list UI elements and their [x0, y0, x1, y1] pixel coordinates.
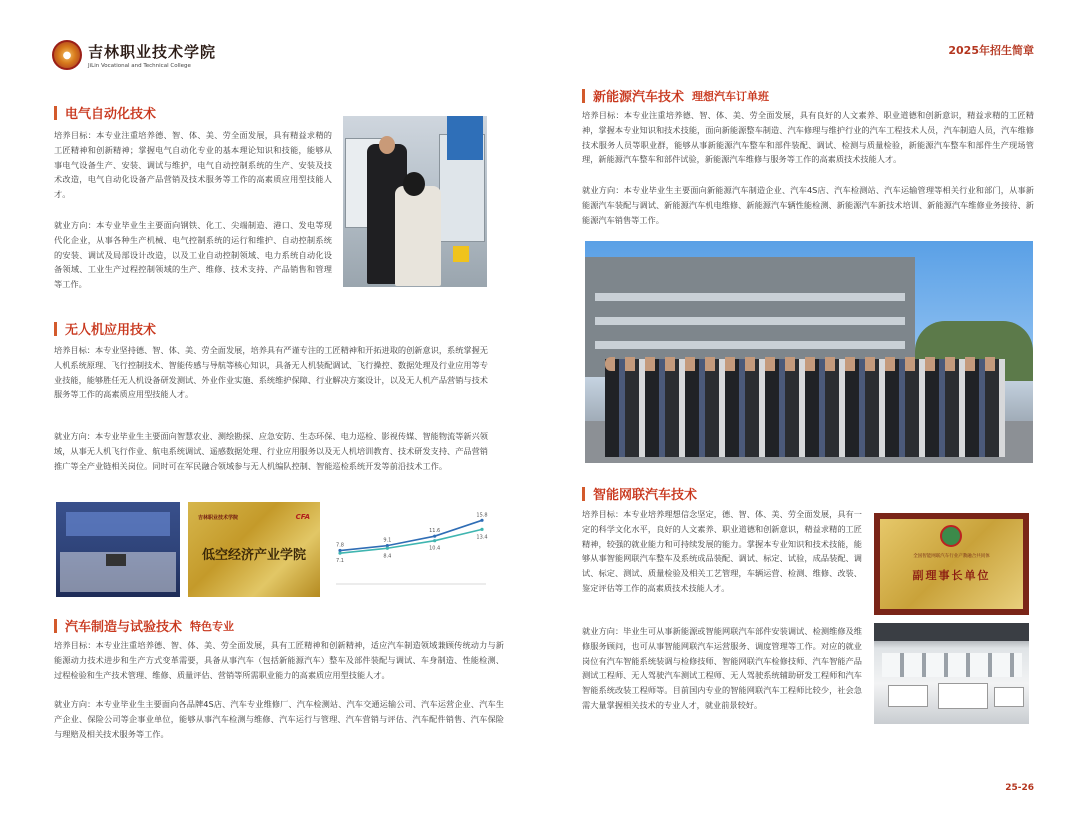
nev-career: 就业方向：本专业毕业生主要面向新能源汽车制造企业、汽车4S店、汽车检测站、汽车运输管理等相关行业和部门，从事新能源汽车装配与调试、新能源汽车机电维修、新能源汽车辆性能检测、新能源汽车新技术培训、新能源汽车维修业务接待、新能源汽车销售等工作。 [582, 185, 1034, 225]
plaque-school-name: 吉林职业技术学院 [198, 515, 239, 521]
drone-career: 就业方向：本专业毕业生主要面向智慧农业、测绘勘探、应急安防、生态环保、电力巡检、影视传媒、智能物流等新兴领域，从事无人机飞行作业、航电系统调试、遥感数据处理、行业应用服务以及无人机培训教育、技术研发支持、产品营销推广等全产业链相关岗位。同时可在军民融合领域参与无人机编队控制、智能巡检系统开发等前沿技术工作。 [54, 431, 488, 471]
chart-data-label: 10.4 [429, 545, 441, 552]
feature-tag: 特色专业 [190, 619, 235, 633]
chart-point [480, 519, 483, 522]
section-heading: 电气自动化技术 [65, 107, 157, 122]
title-accent-bar [54, 106, 57, 120]
chart-point [480, 528, 483, 531]
title-accent-bar [582, 89, 585, 103]
title-accent-bar [582, 487, 585, 501]
chart-data-label: 7.8 [336, 542, 344, 549]
section-heading: 无人机应用技术 [65, 323, 157, 338]
electrical-lab-photo [343, 116, 487, 287]
growth-line-chart [328, 502, 492, 602]
section-heading: 新能源汽车技术 [593, 90, 685, 105]
school-emblem-icon: ● [52, 40, 82, 70]
chart-svg [328, 502, 492, 602]
chart-point [433, 539, 436, 542]
school-name-en: JiLin Vocational and Technical College [88, 63, 191, 69]
icv-lab-photo [874, 623, 1029, 724]
award-emblem-icon [940, 525, 962, 547]
drone-classroom-photo [56, 502, 180, 597]
section-title-electrical [54, 103, 156, 122]
auto-goal: 培养目标：本专业注重培养德、智、体、美、劳全面发展，具有工匠精神和创新精神，适应汽车制造领域兼顾传统动力与新能源动力技术进步和生产方式变革需要，具备从事汽车（包括新能源汽车）整车及部件装配与调试、车身制造、性能检测、过程检验和生产技术管理、维修、质量评估、营销等所需职业能力的高素质应用型技能人才。 [54, 640, 504, 680]
icv-goal: 培养目标：本专业培养理想信念坚定，德、智、体、美、劳全面发展，具有一定的科学文化水平，良好的人文素养、职业道德和创新意识，精益求精的工匠精神，较强的就业能力和可持续发展的能力。掌握本专业知识和技术技能，能够从事智能网联汽车整车及系统成品装配、调试、标定、试验，成品装配、调试、标定、测试、质量检验及相关工艺管理，车辆运营、检测、维修、改装、鉴定评估等工作的高素质技术技能人才。 [582, 509, 862, 593]
section-heading: 智能网联汽车技术 [593, 488, 698, 503]
section-title-drone [54, 319, 156, 338]
page-numbers: 25-26 [1005, 783, 1034, 793]
title-accent-bar [54, 619, 57, 633]
chart-data-label: 7.1 [336, 558, 344, 565]
school-logo [52, 40, 216, 70]
plaque-title: 低空经济产业学院 [201, 548, 306, 563]
low-altitude-economy-plaque [188, 502, 320, 597]
nev-goal: 培养目标：本专业注重培养德、智、体、美、劳全面发展，具有良好的人文素养、职业道德和创新意识，精益求精的工匠精神，掌握本专业知识和技术技能，面向新能源整车制造、汽车修理与维护行业的汽车工程技术人员，汽车制造人员，汽车维修技术服务人员等职业群，能够从事新能源汽车整车和部件装配、调试、检测与质量检验，新能源汽车整车和部件生产现场管理，新能源汽车整车和部件试验，新能源汽车维修与服务等工作的高素质技术技能人才。 [582, 110, 1034, 165]
title-accent-bar [54, 322, 57, 336]
chart-data-label: 15.8 [476, 512, 488, 519]
icv-career: 就业方向：毕业生可从事新能源或智能网联汽车部件安装调试、检测维修及维修服务顾问，也可从事智能网联汽车运营服务、调度管理等工作。对应的就业岗位有汽车智能系统装调与检修技师、智能网联汽车检修技师、汽车智能产品测试工程师、无人驾驶汽车测试工程师、无人驾驶系统辅助研发工程师和汽车智能系统改装工程师等。目前国内专业的智能网联汽车工程师比较少，社会急需大量掌握相关技术的专业人才，就业前景较好。 [582, 626, 862, 710]
award-title: 副理事长单位 [912, 569, 991, 582]
school-name-cn: 吉林职业技术学院 [88, 43, 217, 61]
chart-point [433, 535, 436, 538]
plaque-partner-logo: CFA [295, 513, 310, 521]
vice-chair-award-plaque [874, 513, 1029, 615]
chart-data-label: 9.1 [383, 537, 392, 544]
award-organization: 全国智能网联汽车行业产教融合共同体 [913, 554, 990, 559]
chart-data-label: 8.4 [383, 553, 392, 560]
section-title-icv [582, 484, 697, 503]
right-page [540, 0, 1080, 823]
section-heading: 汽车制造与试验技术 [65, 620, 183, 635]
electrical-career: 就业方向：本专业毕业生主要面向钢铁、化工、尖端制造、港口、发电等现代化企业，从事各种生产机械、电气控制系统的运行和维护、自动控制系统的安装、调试及局部设计改造，以及工业自动控制领域、电力系统自动化设备领域、工业生产过程控制领域的生产、维修、技术支持、产品销售和管理等工作。 [54, 220, 332, 290]
section-title-nev [582, 86, 769, 105]
booklet-title: 2025年招生简章 [948, 44, 1034, 57]
chart-data-label: 13.4 [476, 534, 488, 541]
electrical-goal: 培养目标：本专业注重培养德、智、体、美、劳全面发展，具有精益求精的工匠精神和创新精神；掌握电气自动化专业的基本理论知识和技能，能够从事电气设备生产、安装、调试与维护，电气自动控制系统的生产、安装及技术改造，电气自动化设备产品营销及技术服务等工作的高素质应用型技能人才。 [54, 130, 332, 200]
section-title-auto [54, 616, 234, 635]
auto-career: 就业方向：本专业毕业生主要面向各品牌4S店、汽车专业维修厂、汽车检测站、汽车交通运输公司、汽车运营企业、汽车生产企业、保险公司等企事业单位，能够从事汽车检测与维修、汽车运行与管理、汽车营销与评估、汽车配件销售、汽车保险与理赔及相关技术服务等工作。 [54, 699, 504, 739]
chart-data-label: 11.6 [429, 528, 441, 535]
drone-goal: 培养目标：本专业坚持德、智、体、美、劳全面发展，培养具有严谨专注的工匠精神和开拓进取的创新意识，系统掌握无人机系统原理、飞行控制技术、智能传感与导航等核心知识，具备无人机装配调试、飞行操控、数据处理及行业应用等专业技能，能够胜任无人机设备研发测试、外业作业实施、系统维护保障、行业解决方案设计，以及无人机产品营销与技术服务等工作的高素质应用型技能人才。 [54, 345, 488, 400]
chart-series-line-0 [340, 520, 482, 550]
chart-point [386, 547, 389, 550]
nev-class-group-photo [585, 241, 1033, 463]
order-class-tag: 理想汽车订单班 [692, 89, 770, 103]
chart-point [338, 552, 341, 555]
